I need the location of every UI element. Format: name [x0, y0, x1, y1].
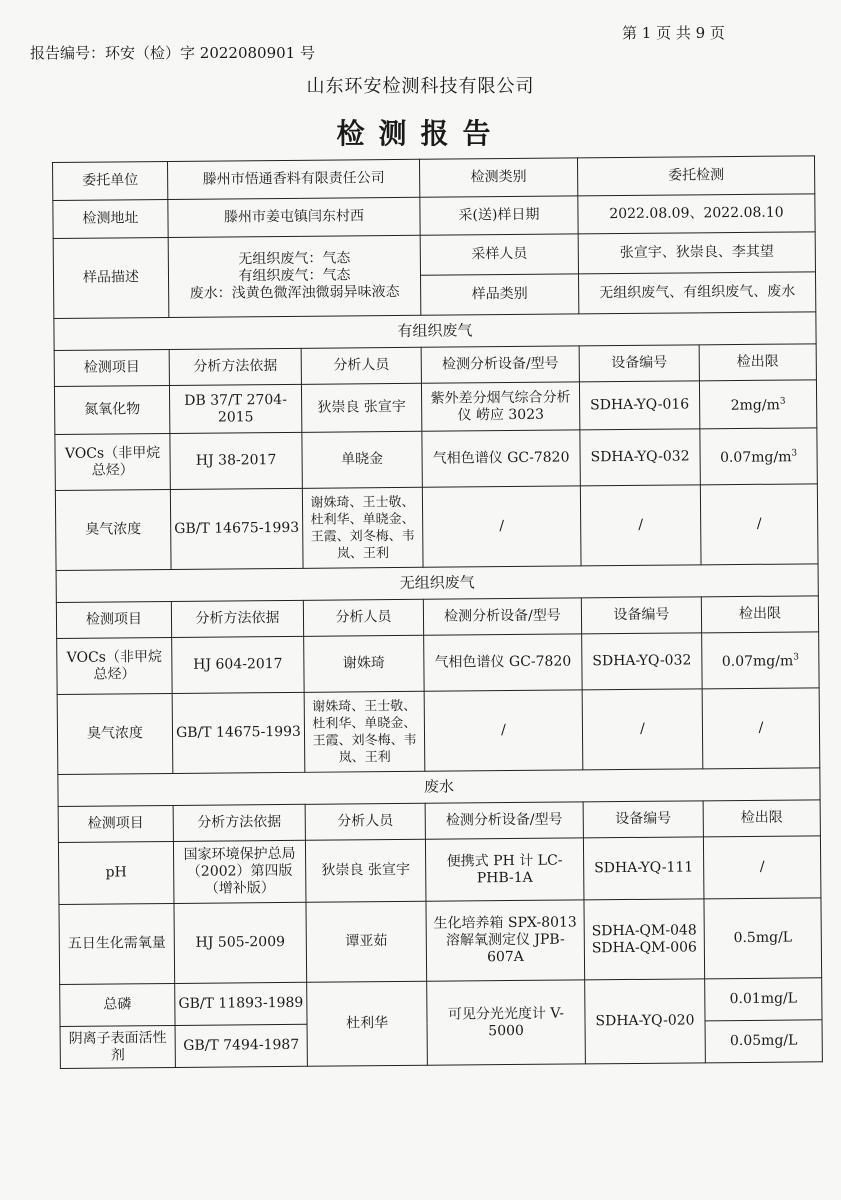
limit-unit-sup: 3 — [793, 652, 799, 663]
info-row-address — [53, 194, 815, 239]
analyst-cell: 狄崇良 张宣宇 — [301, 383, 421, 432]
limit-cell: / — [700, 484, 818, 565]
desc-label: 样品描述 — [53, 237, 169, 318]
col-header-equip-no: 设备编号 — [579, 345, 699, 382]
limit-cell: / — [702, 688, 820, 769]
limit-cell — [700, 428, 817, 485]
col-header-equip-no: 设备编号 — [583, 801, 703, 838]
limit-cell — [702, 632, 819, 689]
section-title-wastewater: 废水 — [58, 768, 820, 807]
col-header-method: 分析方法依据 — [173, 804, 305, 841]
col-header-method: 分析方法依据 — [171, 600, 303, 637]
col-header-equip-no: 设备编号 — [581, 597, 701, 634]
type-label: 样品类别 — [421, 274, 579, 315]
type-value: 无组织废气、有组织废气、废水 — [578, 272, 815, 314]
method-cell: HJ 505-2009 — [174, 902, 307, 983]
equipment-cell: 紫外差分烟气综合分析仪 崂应 3023 — [421, 382, 579, 431]
limit-cell — [699, 380, 816, 429]
method-cell: DB 37/T 2704-2015 — [169, 384, 301, 433]
equipment-cell: / — [422, 486, 581, 567]
item-cell: 总磷 — [60, 983, 175, 1026]
method-cell: GB/T 14675-1993 — [172, 692, 305, 773]
category-label: 检测类别 — [419, 158, 577, 197]
equip-no-cell: SDHA-YQ-016 — [579, 381, 699, 430]
equip-no-cell: / — [582, 689, 703, 770]
col-header-method: 分析方法依据 — [169, 348, 301, 385]
item-cell: VOCs（非甲烷总烃） — [57, 637, 172, 694]
table-row — [57, 632, 819, 695]
equip-no-cell: SDHA-QM-048 SDHA-QM-006 — [584, 899, 705, 980]
item-cell: pH — [58, 841, 174, 904]
col-header-equipment: 检测分析设备/型号 — [421, 346, 579, 383]
col-header-limit: 检出限 — [703, 800, 820, 837]
equip-no-cell: SDHA-YQ-111 — [583, 837, 704, 900]
equipment-cell: 可见分光光度计 V-5000 — [427, 980, 586, 1065]
page-number: 第 1 页 共 9 页 — [622, 24, 725, 42]
date-label: 采(送)样日期 — [420, 196, 578, 235]
col-header-analyst: 分析人员 — [303, 599, 423, 636]
table-row — [55, 428, 817, 491]
item-cell: 氮氧化物 — [54, 385, 169, 434]
info-row-desc — [53, 232, 815, 279]
item-cell: 阴离子表面活性剂 — [60, 1025, 175, 1068]
table-row — [60, 978, 822, 1027]
client-value: 滕州市悟通香料有限责任公司 — [167, 159, 419, 199]
sampler-value: 张宣宇、狄崇良、李其望 — [578, 232, 815, 274]
method-cell: HJ 604-2017 — [172, 636, 304, 693]
table-row — [58, 836, 821, 905]
analyst-cell: 单晓金 — [302, 431, 422, 488]
col-header-limit: 检出限 — [701, 596, 818, 633]
analyst-cell: 狄崇良 张宣宇 — [305, 839, 426, 902]
address-value: 滕州市姜屯镇闫东村西 — [168, 197, 420, 237]
desc-line-2: 有组织废气：气态 — [238, 267, 351, 285]
col-header-item: 检测项目 — [56, 601, 171, 638]
method-cell: GB/T 14675-1993 — [170, 488, 303, 569]
item-cell: VOCs（非甲烷总烃） — [55, 433, 170, 490]
sampler-label: 采样人员 — [420, 234, 578, 275]
analyst-cell: 谢姝琦 — [304, 635, 424, 692]
limit-unit-sup: 3 — [791, 448, 798, 459]
equipment-cell: 气相色谱仪 GC-7820 — [424, 634, 582, 691]
limit-value: 2mg/m — [730, 397, 780, 414]
address-label: 检测地址 — [53, 199, 168, 238]
equipment-cell: 便携式 PH 计 LC-PHB-1A — [425, 838, 584, 901]
desc-value — [168, 235, 421, 317]
equipment-cell: 生化培养箱 SPX-8013 溶解氧测定仪 JPB-607A — [426, 900, 585, 981]
col-header-equipment: 检测分析设备/型号 — [423, 598, 581, 635]
limit-cell: / — [703, 836, 821, 899]
info-row-client — [53, 156, 815, 201]
section-title-organized: 有组织废气 — [54, 312, 816, 351]
report-title: 检测报告 — [336, 117, 505, 150]
col-header-analyst: 分析人员 — [301, 347, 421, 384]
method-cell: HJ 38-2017 — [170, 432, 302, 489]
report-table — [52, 155, 823, 1069]
item-cell: 臭气浓度 — [57, 693, 173, 774]
col-header-equipment: 检测分析设备/型号 — [425, 802, 583, 839]
limit-cell: 0.05mg/L — [705, 1020, 822, 1063]
limit-value: 0.07mg/m — [721, 653, 794, 671]
col-header-item: 检测项目 — [58, 805, 173, 842]
item-cell: 五日生化需氧量 — [59, 903, 175, 984]
category-value: 委托检测 — [577, 156, 814, 196]
col-header-limit: 检出限 — [699, 344, 816, 381]
limit-unit-sup: 3 — [779, 396, 786, 407]
equip-no-cell: SDHA-YQ-020 — [585, 979, 706, 1064]
table-row — [57, 688, 820, 775]
table-row — [55, 484, 818, 571]
col-header-item: 检测项目 — [54, 349, 169, 386]
analyst-cell: 谢姝琦、王士敬、杜利华、单晓金、王霞、刘冬梅、韦岚、王利 — [304, 691, 425, 772]
client-label: 委托单位 — [53, 161, 168, 200]
limit-cell: 0.01mg/L — [705, 978, 822, 1021]
desc-line-3: 废水：浅黄色微浑浊微弱异味液态 — [189, 283, 400, 302]
analyst-cell: 杜利华 — [307, 981, 428, 1066]
company-name: 山东环安检测科技有限公司 — [306, 76, 535, 97]
equipment-cell: 气相色谱仪 GC-7820 — [422, 430, 580, 487]
method-cell: GB/T 7494-1987 — [175, 1024, 307, 1067]
report-number: 报告编号：环安（检）字 2022080901 号 — [30, 44, 315, 62]
equip-no-cell: / — [580, 485, 701, 566]
equipment-cell: / — [424, 690, 583, 771]
desc-line-1: 无组织废气：气态 — [238, 250, 351, 268]
col-header-analyst: 分析人员 — [305, 803, 425, 840]
analyst-cell: 谢姝琦、王士敬、杜利华、单晓金、王霞、刘冬梅、韦岚、王利 — [302, 487, 423, 568]
analyst-cell: 谭亚茹 — [306, 901, 427, 982]
section-title-unorganized: 无组织废气 — [56, 564, 818, 603]
date-value: 2022.08.09、2022.08.10 — [578, 194, 815, 234]
table-row — [59, 898, 822, 985]
limit-cell: 0.5mg/L — [704, 898, 822, 979]
equip-no-cell: SDHA-YQ-032 — [582, 633, 702, 690]
table-row — [54, 380, 816, 435]
limit-value: 0.07mg/m — [719, 449, 792, 467]
method-cell: GB/T 11893-1989 — [175, 982, 307, 1025]
item-cell: 臭气浓度 — [55, 489, 171, 570]
equip-no-cell: SDHA-YQ-032 — [580, 429, 700, 486]
method-cell: 国家环境保护总局（2002）第四版（增补版） — [173, 840, 306, 903]
